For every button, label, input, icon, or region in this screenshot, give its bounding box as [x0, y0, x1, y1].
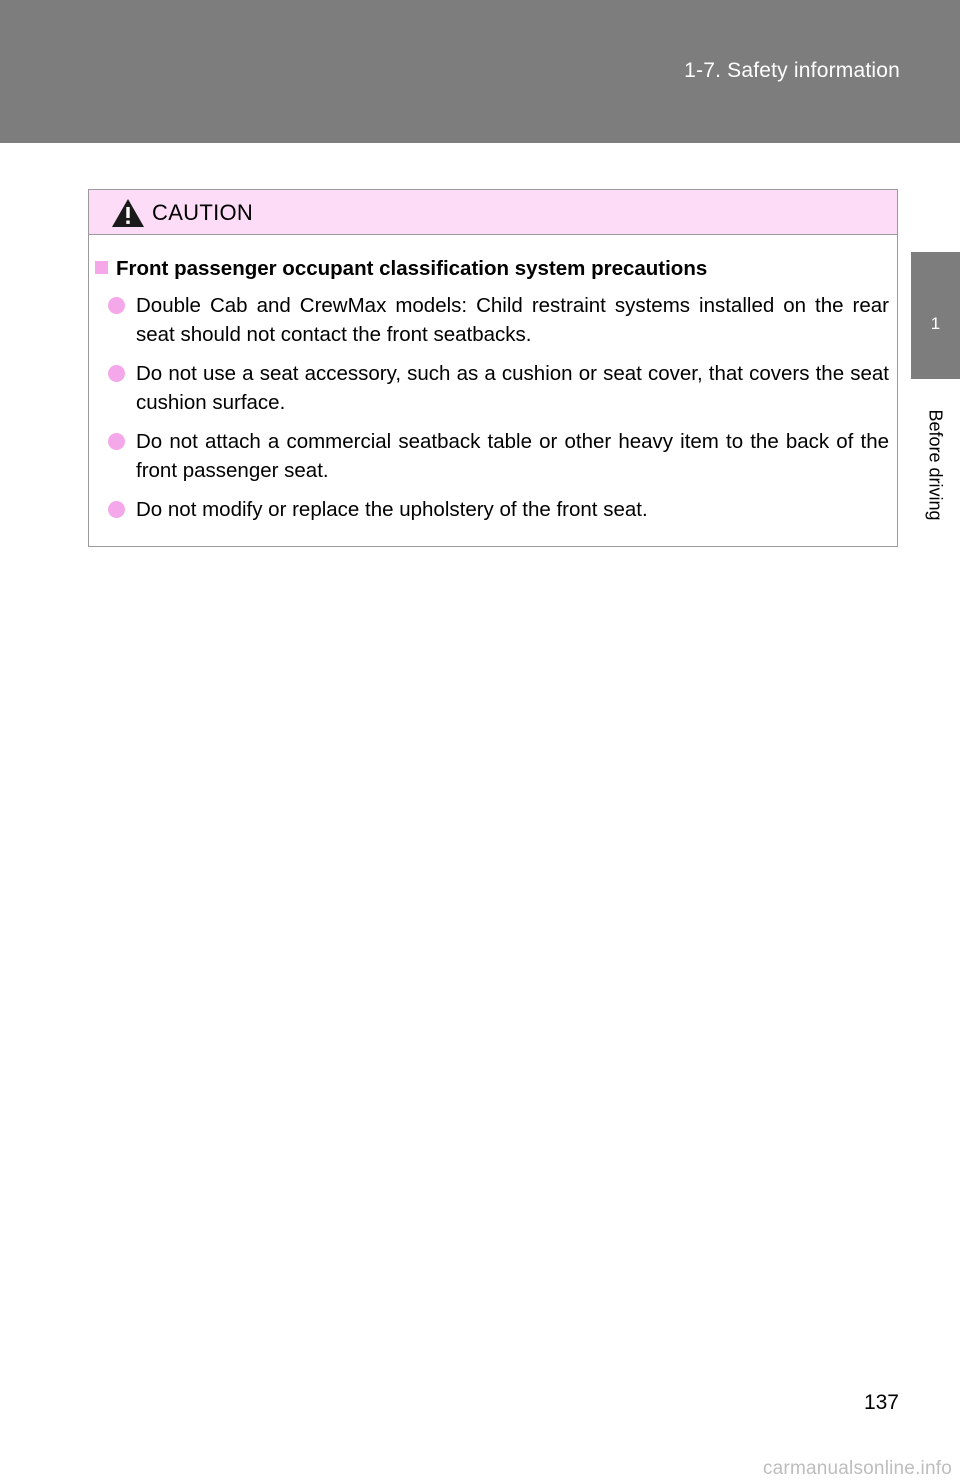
list-item [136, 495, 889, 524]
list-item-text: Do not use a seat accessory, such as a cushion or seat cover, that covers the seat cushion surface. [136, 362, 889, 414]
circle-bullet-icon [108, 297, 125, 314]
chapter-number: 1 [930, 314, 941, 333]
caution-header [89, 190, 897, 235]
watermark-text: carmanualsonline.info [762, 1458, 952, 1479]
list-item [136, 291, 889, 349]
section-title: 1-7. Safety information [684, 59, 900, 82]
page-number: 137 [863, 1391, 899, 1414]
list-item-text: Do not attach a commercial seatback table or other heavy item to the back of the front passenger seat. [136, 430, 889, 482]
section-heading-text: Front passenger occupant classification system precautions [116, 257, 708, 280]
list-item-text: Do not modify or replace the upholstery of the front seat. [136, 498, 648, 521]
caution-title: CAUTION [152, 200, 254, 225]
circle-bullet-icon [108, 433, 125, 450]
circle-bullet-icon [108, 501, 125, 518]
list-item-text: Double Cab and CrewMax models: Child restraint systems installed on the rear seat should not contact the front seatbacks. [136, 294, 889, 346]
section-heading [95, 257, 707, 281]
chapter-label: Before driving [925, 409, 946, 521]
square-bullet-icon [95, 261, 108, 274]
list-item [136, 427, 889, 485]
warning-triangle-icon [111, 198, 145, 228]
circle-bullet-icon [108, 365, 125, 382]
list-item [136, 359, 889, 417]
caution-box [88, 189, 898, 547]
side-tab-top [911, 143, 960, 252]
